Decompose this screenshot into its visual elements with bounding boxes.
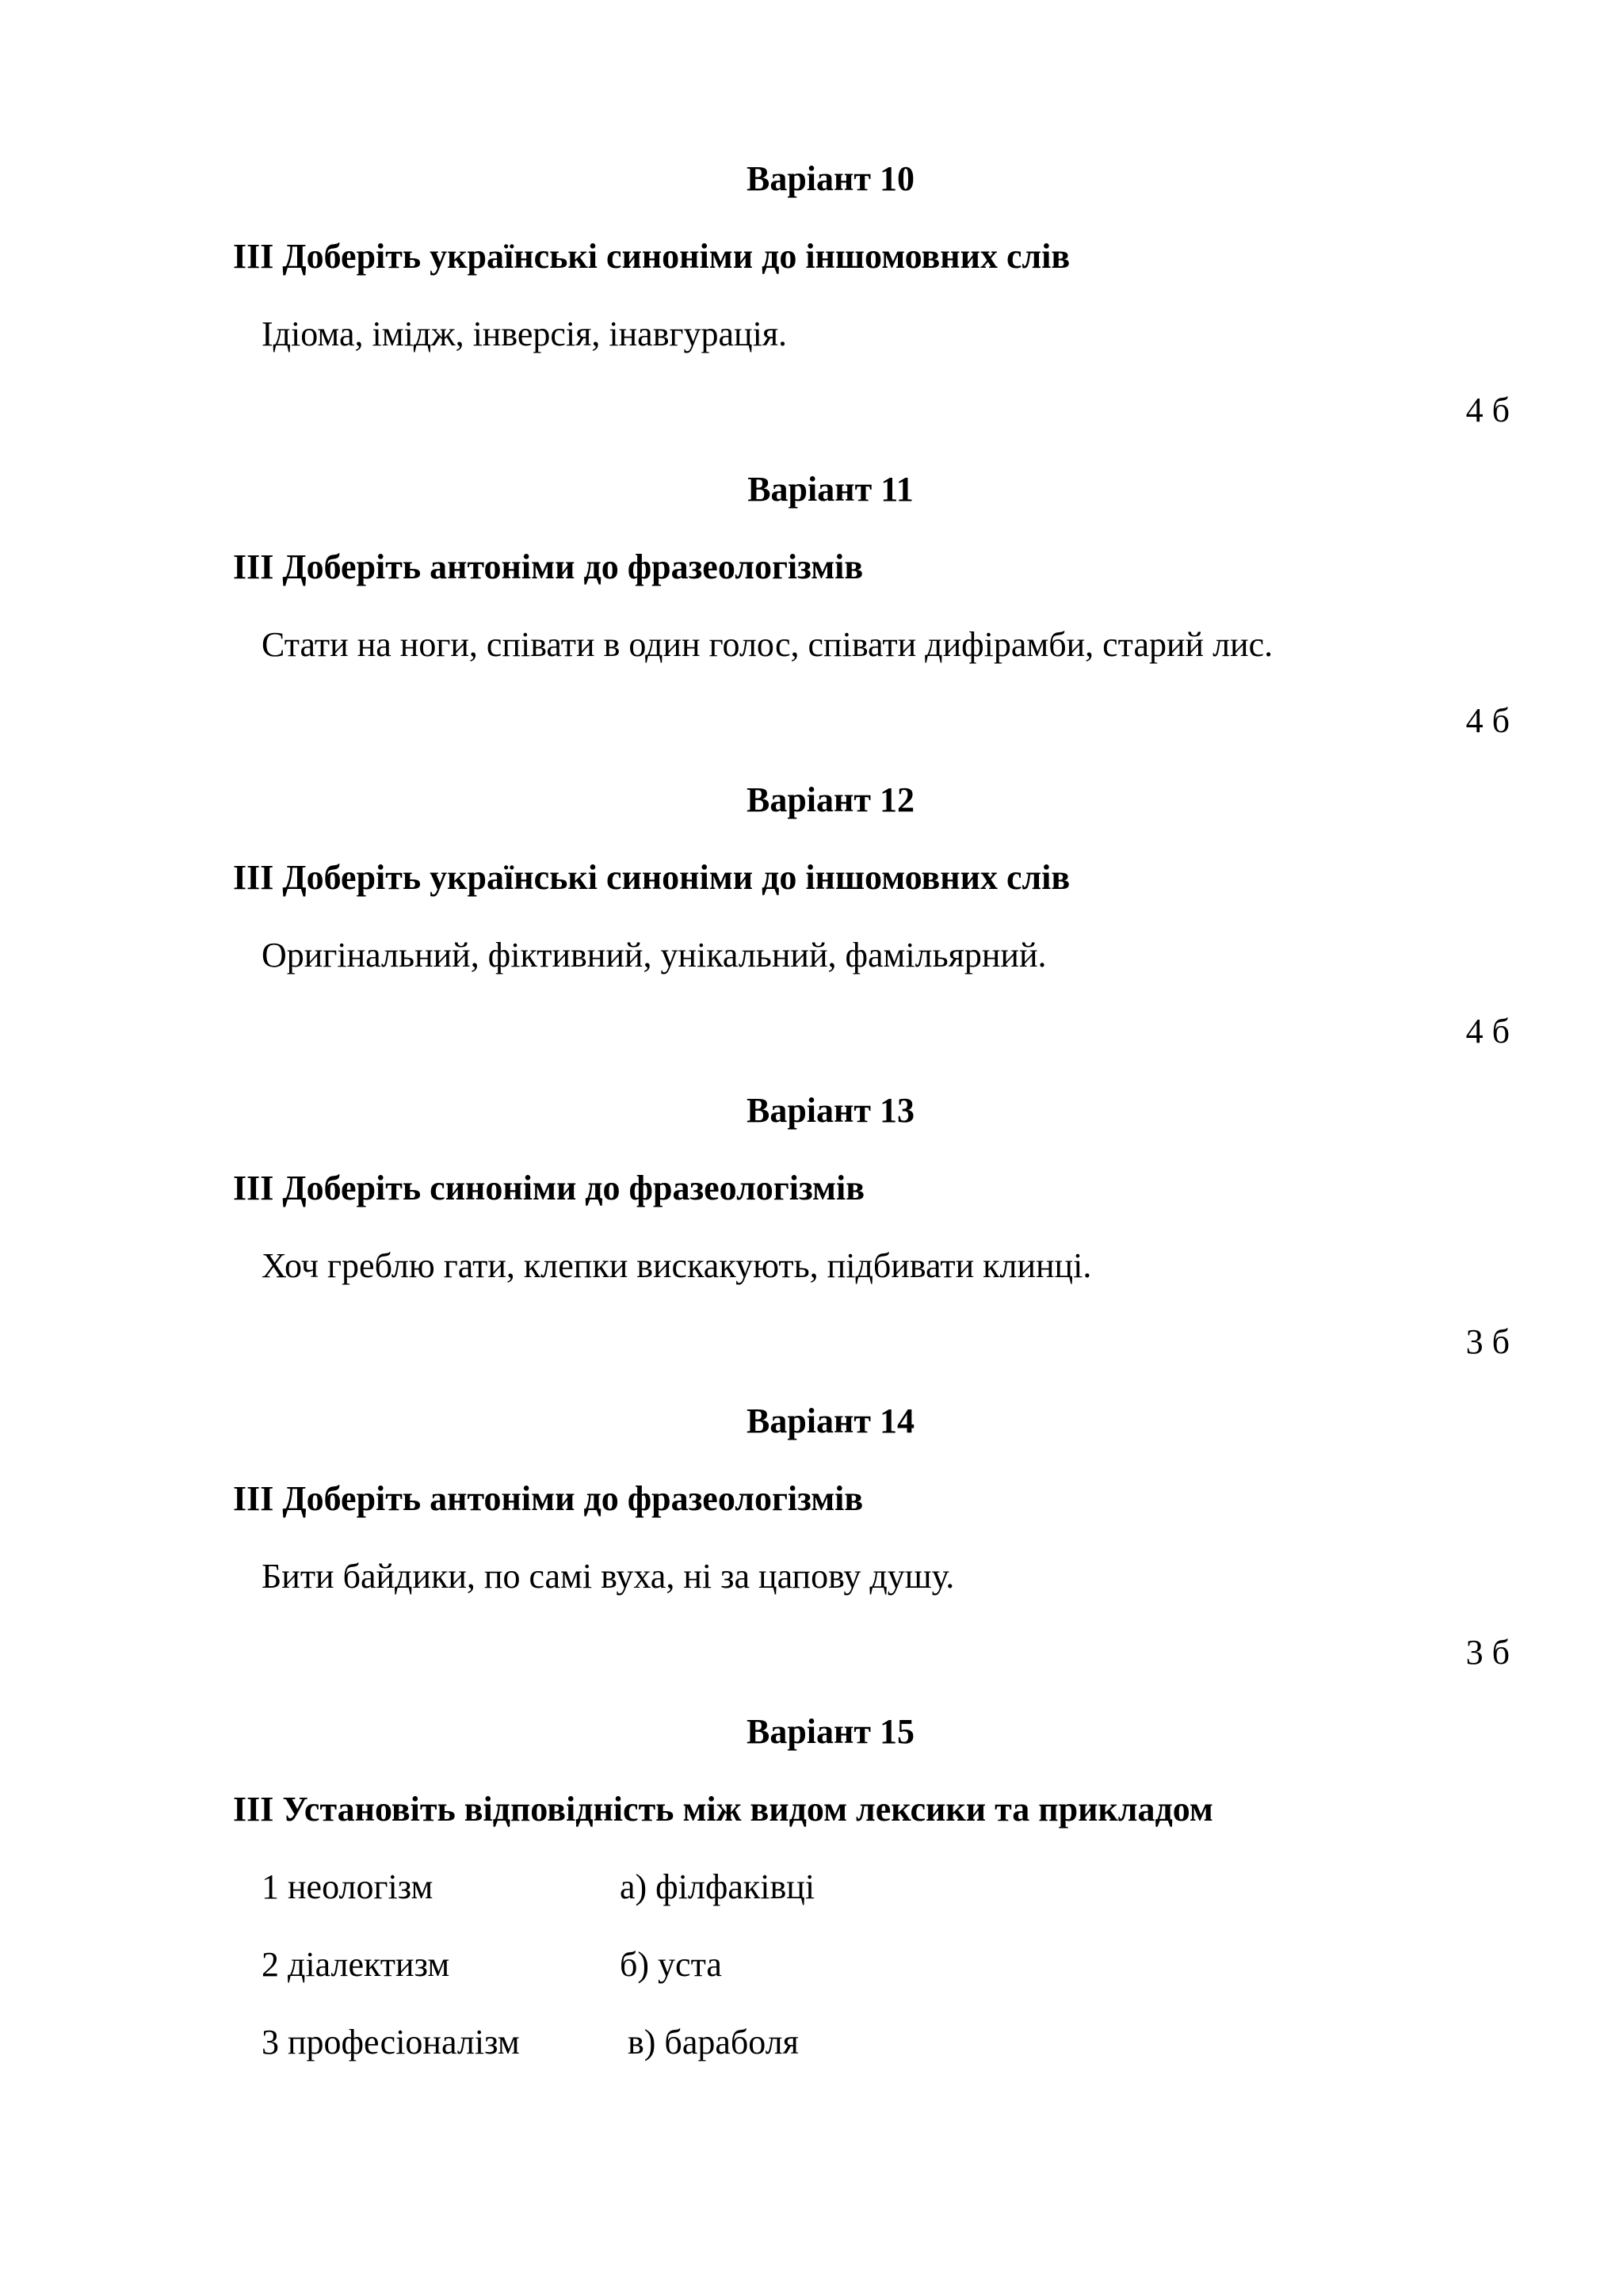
task-title: ІІІ Установіть відповідність між видом лексики та прикладом: [233, 1790, 1213, 1829]
score: 3 б: [1465, 1322, 1510, 1361]
matching-example: а) філфаківці: [620, 1867, 815, 1906]
variant-title: Варіант 15: [746, 1712, 915, 1751]
task-title: ІІІ Доберіть українські синоніми до іншомовних слів: [233, 858, 1071, 897]
variant-title: Варіант 12: [746, 780, 915, 819]
score: 3 б: [1465, 1633, 1510, 1672]
matching-term: 1 неологізм: [262, 1867, 433, 1906]
task-title: ІІІ Доберіть синоніми до фразеологізмів: [233, 1169, 865, 1207]
variant-title: Варіант 13: [746, 1091, 915, 1130]
task-body: Ідіома, імідж, інверсія, інавгурація.: [262, 315, 788, 353]
matching-term: 3 професіоналізм: [262, 2023, 520, 2061]
task-body: Хоч греблю гати, клепки вискакують, підбивати клинці.: [262, 1246, 1092, 1285]
variant-title: Варіант 14: [746, 1402, 915, 1440]
score: 4 б: [1465, 1012, 1510, 1051]
matching-example: б) уста: [620, 1945, 722, 1984]
task-title: ІІІ Доберіть антоніми до фразеологізмів: [233, 547, 864, 586]
task-body: Бити байдики, по самі вуха, ні за цапову душу.: [262, 1557, 955, 1596]
matching-term: 2 діалектизм: [262, 1945, 450, 1984]
task-body: Стати на ноги, співати в один голос, співати дифірамби, старий лис.: [262, 625, 1274, 664]
task-title: ІІІ Доберіть антоніми до фразеологізмів: [233, 1479, 864, 1518]
matching-example: в) бараболя: [628, 2023, 799, 2061]
task-body: Оригінальний, фіктивний, унікальний, фамільярний.: [262, 936, 1047, 974]
task-title: ІІІ Доберіть українські синоніми до іншомовних слів: [233, 237, 1071, 276]
variant-title: Варіант 10: [746, 159, 915, 198]
score: 4 б: [1465, 701, 1510, 740]
score: 4 б: [1465, 391, 1510, 429]
variant-title: Варіант 11: [747, 470, 914, 509]
